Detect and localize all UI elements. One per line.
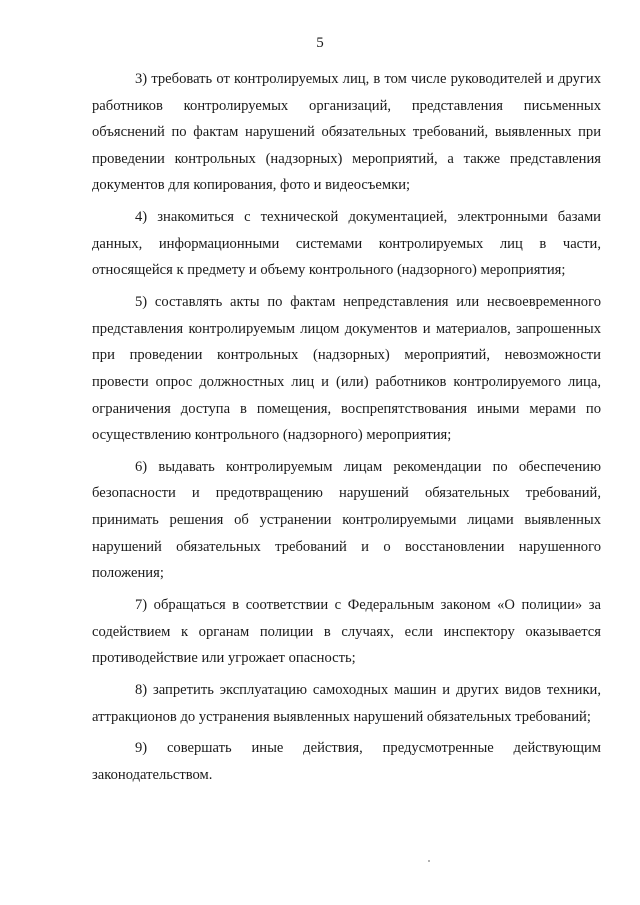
document-body	[92, 66, 601, 794]
paragraph-item-4: 4) знакомиться с технической документацией, электронными базами данных, информационными системами контролируемых лиц в части, относящейся к предмету и объему контрольного (надзорного) мероприятия;	[92, 209, 601, 279]
paragraph-item-8: 8) запретить эксплуатацию самоходных машин и других видов техники, аттракционов до устранения выявленных нарушений обязательных требований;	[92, 682, 601, 725]
paragraph-item-9: 9) совершать иные действия, предусмотренные действующим законодательством.	[92, 740, 601, 783]
paragraph-item-7: 7) обращаться в соответствии с Федеральным законом «О полиции» за содействием к органам полиции в случаях, если инспектору оказывается противодействие или угрожает опасность;	[92, 597, 601, 667]
paragraph-item-6: 6) выдавать контролируемым лицам рекомендации по обеспечению безопасности и предотвращению нарушений обязательных требований, принимать решения об устранении контролируемыми лицами выявленных нарушений обязательных требований и о восстановлении нарушенного положения;	[92, 458, 601, 582]
paragraph-item-5: 5) составлять акты по фактам непредставления или несвоевременного представления контролируемым лицом документов и материалов, запрошенных при проведении контрольных (надзорных) мероприятий, невозможности провести опрос должностных лиц и (или) работников контролируемого лица, ограничения доступа в помещения, воспрепятствования иными мерами по осуществлению контрольного (надзорного) мероприятия;	[92, 294, 601, 444]
scan-speck	[428, 860, 430, 862]
page-number: 5	[316, 35, 324, 51]
paragraph-item-3: 3) требовать от контролируемых лиц, в том числе руководителей и других работников контролируемых организаций, представления письменных объяснений по фактам нарушений обязательных требований, выявленных при проведении контрольных (надзорных) мероприятий, а также представления документов для копирования, фото и видеосъемки;	[92, 71, 601, 194]
